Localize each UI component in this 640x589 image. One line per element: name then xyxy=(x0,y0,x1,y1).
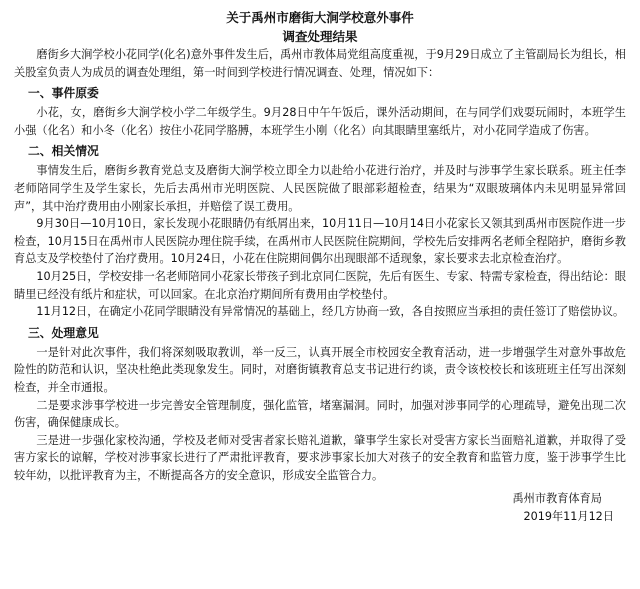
signature-organization: 禹州市教育体育局 xyxy=(512,492,602,506)
section-heading: 三、处理意见 xyxy=(28,325,99,340)
section-opinions xyxy=(14,323,626,485)
section-paragraph: 一是针对此次事件，我们将深刻吸取教训，举一反三，认真开展全市校园安全教育活动，进一步增强学生对意外事故危险性的防范和认识，坚决杜绝此类现象发生。同时，对磨街镇教育总支书记进行约谈，责令该校校长和该班班主任写出深刻检查，并全市通报。 xyxy=(14,345,626,394)
section-paragraph: 二是要求涉事学校进一步完善安全管理制度，强化监管，堵塞漏洞。同时，加强对涉事同学的心理疏导，避免出现二次伤害，确保健康成长。 xyxy=(14,398,626,430)
section-origin xyxy=(14,83,626,139)
section-paragraph: 9月30日—10月10日，家长发现小花眼睛仍有纸屑出来，10月11日—10月14日小花家长又领其到禹州市医院作进一步检查，10月15日在禹州市人民医院办理住院手续，在禹州市人民医院住院期间，学校先后安排两名老师全程陪护，磨街乡教育总支及学校垫付了治疗费用。10月24日，小花在住院期间偶尔出现眼部不适现象，家长要求去北京检查治疗。 xyxy=(14,217,626,266)
intro-paragraph: 磨街乡大涧学校小花同学(化名)意外事件发生后，禹州市教体局党组高度重视，于9月29日成立了主管副局长为组长，相关股室负责人为成员的调查处理组，第一时间到学校进行情况调查、处理，情况如下： xyxy=(14,48,626,79)
section-related xyxy=(14,141,626,320)
section-heading: 一、事件原委 xyxy=(28,86,99,101)
document-title-line2: 调查处理结果 xyxy=(282,29,358,44)
section-paragraph: 事情发生后，磨街乡教育党总支及磨街大涧学校立即全力以赴给小花进行治疗，并及时与涉事学生家长联系。班主任李老师陪同学生及学生家长，先后去禹州市光明医院、人民医院做了眼部彩超检查，结果为“双眼玻璃体内未见明显异常回声”，其中治疗费用由小刚家长承担，并赔偿了误工费用。 xyxy=(14,164,626,213)
section-paragraph: 11月12日，在确定小花同学眼睛没有异常情况的基础上，经几方协商一致，各自按照应当承担的责任签订了赔偿协议。 xyxy=(36,305,625,319)
section-paragraph: 三是进一步强化家校沟通，学校及老师对受害者家长赔礼道歉，肇事学生家长对受害方家长当面赔礼道歉，并取得了受害方家长的谅解，学校对涉事家长进行了严肃批评教育，要求涉事家长加大对孩子的安全教育和监管力度，鉴于涉事学生比较年幼，以批评教育为主，不断提高各方的安全意识，形成安全监管合力。 xyxy=(14,433,626,482)
signature-date: 2019年11月12日 xyxy=(523,510,614,524)
document-title-line1: 关于禹州市磨街大涧学校意外事件 xyxy=(226,10,414,25)
section-heading: 二、相关情况 xyxy=(28,144,99,159)
section-paragraph: 小花，女，磨街乡大涧学校小学二年级学生。9月28日中午午饭后，课外活动期间，在与同学们戏耍玩闹时，本班学生小强（化名）和小冬（化名）按住小花同学胳膊，本班学生小刚（化名）向其眼睛里塞纸片，对小花同学造成了伤害。 xyxy=(14,106,626,137)
section-paragraph: 10月25日，学校安排一名老师陪同小花家长带孩子到北京同仁医院，先后有医生、专家、特需专家检查，得出结论：眼睛里已经没有纸片和症状，可以回家。在北京治疗期间所有费用由学校垫付。 xyxy=(14,269,626,301)
